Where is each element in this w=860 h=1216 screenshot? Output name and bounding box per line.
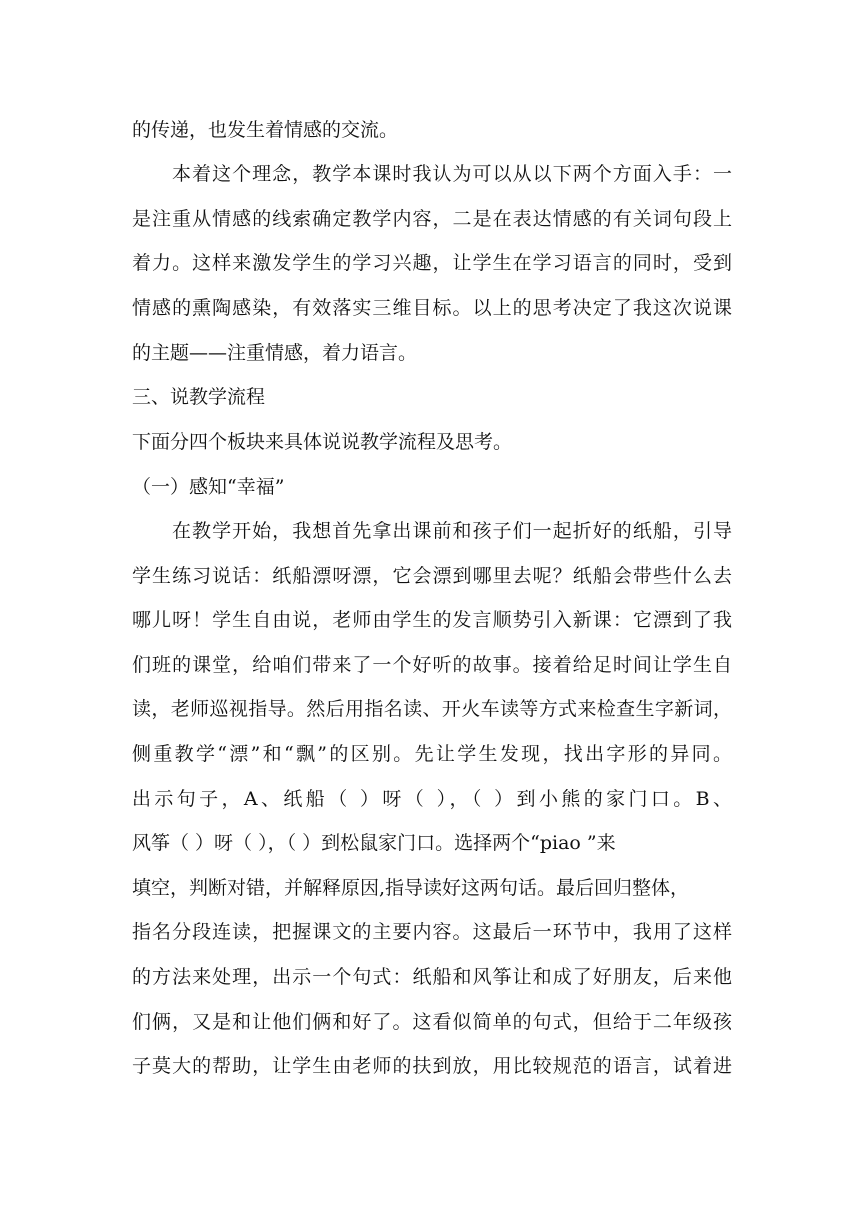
text-line: 情感的熏陶感染，有效落实三维目标。以上的思考决定了我这次说课: [132, 297, 732, 319]
text-line: 侧重教学“漂”和“飘”的区别。先让学生发现，找出字形的异同。: [132, 743, 732, 765]
text-line: 的传递，也发生着情感的交流。: [132, 119, 399, 141]
text-line: 出示句子，A、纸船（ ）呀（ ），（ ）到小熊的家门口。B、: [132, 788, 732, 810]
text-line: 是注重从情感的线索确定教学内容，二是在表达情感的有关词句段上: [132, 208, 732, 230]
paragraph-first-line: 在教学开始，我想首先拿出课前和孩子们一起折好的纸船，引导: [172, 520, 732, 542]
text-line: 们班的课堂，给咱们带来了一个好听的故事。接着给足时间让学生自: [132, 654, 732, 676]
text-line: 指名分段连读，把握课文的主要内容。这最后一环节中，我用了这样: [132, 921, 732, 943]
text-line: 风筝（ ）呀（ ），（ ）到松鼠家门口。选择两个“piao ”来: [132, 832, 616, 854]
text-line: 的主题——注重情感，着力语言。: [132, 342, 418, 364]
text-line: 哪儿呀！学生自由说，老师由学生的发言顺势引入新课：它漂到了我: [132, 609, 732, 631]
text-line: 读，老师巡视指导。然后用指名读、开火车读等方式来检查生字新词，: [132, 698, 732, 720]
text-line: 学生练习说话：纸船漂呀漂，它会漂到哪里去呢？纸船会带些什么去: [132, 565, 732, 587]
text-line: 填空，判断对错，并解释原因,指导读好这两句话。最后回归整体，: [132, 877, 690, 899]
subsection-heading: （一）感知“幸福”: [132, 476, 285, 498]
section-heading: 三、说教学流程: [132, 386, 266, 408]
paragraph-first-line: 本着这个理念，教学本课时我认为可以从以下两个方面入手：一: [172, 163, 732, 185]
text-line: 子莫大的帮助，让学生由老师的扶到放，用比较规范的语言，试着进: [132, 1055, 732, 1077]
text-line: 们俩，又是和让他们俩和好了。这看似简单的句式，但给于二年级孩: [132, 1011, 732, 1033]
text-line: 着力。这样来激发学生的学习兴趣，让学生在学习语言的同时，受到: [132, 252, 732, 274]
text-line: 下面分四个板块来具体说说教学流程及思考。: [132, 431, 513, 453]
text-line: 的方法来处理，出示一个句式：纸船和风筝让和成了好朋友，后来他: [132, 966, 732, 988]
